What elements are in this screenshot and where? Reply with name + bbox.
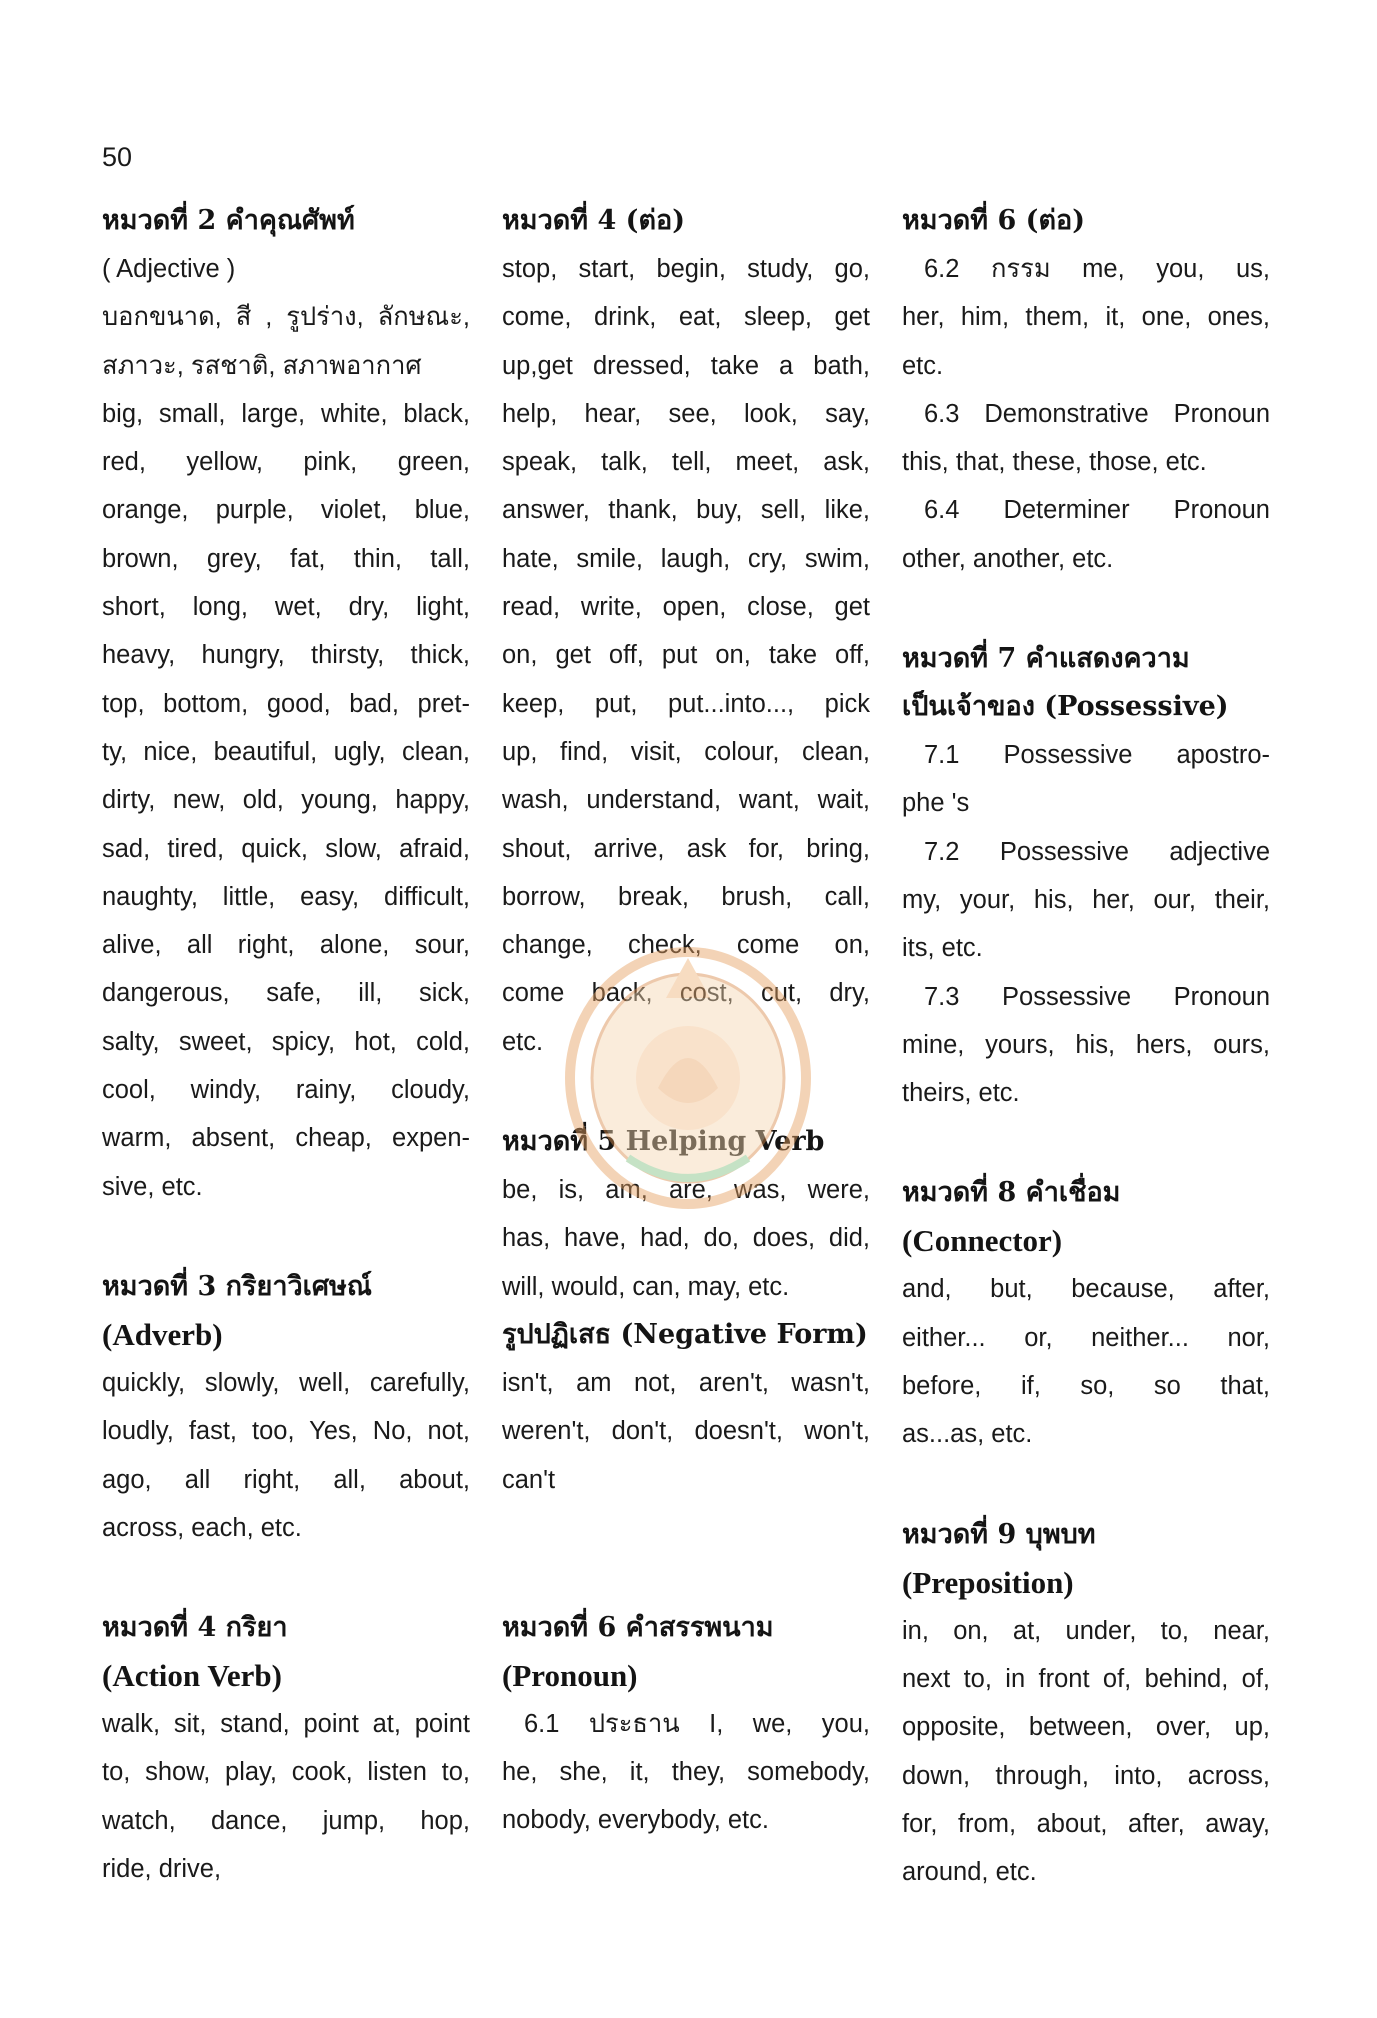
text-line: theirs, etc.	[902, 1079, 1020, 1108]
text-line: opposite, between, over, up,	[902, 1713, 1270, 1742]
category-subheading: (Action Verb)	[102, 1658, 282, 1694]
text-line: help, hear, see, look, say,	[502, 399, 870, 428]
text-line: my, your, his, her, our, their,	[902, 885, 1270, 914]
category-heading: หมวดที่ 6 คำสรรพนาม	[502, 1611, 774, 1643]
text-line: its, etc.	[902, 934, 983, 963]
text-line: and, but, because, after,	[902, 1275, 1270, 1304]
text-line: loudly, fast, too, Yes, No, not,	[102, 1417, 470, 1446]
text-line: dirty, new, old, young, happy,	[102, 786, 470, 815]
text-line: speak, talk, tell, meet, ask,	[502, 448, 870, 477]
text-line: keep, put, put...into..., pick	[502, 689, 870, 718]
text-line: stop, start, begin, study, go,	[502, 255, 870, 283]
text-line: watch, dance, jump, hop,	[102, 1806, 470, 1835]
text-line: top, bottom, good, bad, pret-	[102, 689, 470, 718]
text-line: phe 's	[902, 789, 970, 818]
negative-form-heading: รูปปฏิเสธ (Negative Form)	[502, 1318, 868, 1350]
category-heading-line-2: เป็นเจ้าของ (Possessive)	[902, 691, 1229, 723]
text-line: 6.2 กรรม me, you, us,	[924, 255, 1270, 283]
text-line: 7.2 Possessive adjective	[924, 837, 1270, 866]
category-subheading: (Pronoun)	[502, 1657, 638, 1693]
text-line: change, check, come on,	[502, 931, 870, 960]
text-line: ty, nice, beautiful, ugly, clean,	[102, 737, 470, 766]
category-7-possessive	[902, 635, 1270, 1117]
text-line: brown, grey, fat, thin, tall,	[102, 544, 470, 573]
text-line: cool, windy, rainy, cloudy,	[102, 1076, 470, 1105]
text-line: quickly, slowly, well, carefully,	[102, 1368, 470, 1397]
text-line: walk, sit, stand, point at, point	[102, 1710, 470, 1739]
text-line: salty, sweet, spicy, hot, cold,	[102, 1027, 470, 1056]
text-line: ago, all right, all, about,	[102, 1465, 470, 1494]
text-line: as...as, etc.	[902, 1420, 1033, 1449]
category-3-adverb	[102, 1263, 470, 1552]
category-heading: หมวดที่ 2 คำคุณศัพท์	[102, 205, 355, 236]
text-line: 7.3 Possessive Pronoun	[924, 982, 1270, 1011]
text-line: บอกขนาด, สี , รูปร่าง, ลักษณะ,	[102, 303, 470, 332]
text-line: 6.4 Determiner Pronoun	[924, 496, 1270, 525]
category-6-continued	[902, 197, 1270, 583]
text-line: down, through, into, across,	[902, 1761, 1270, 1790]
text-line: on, get off, put on, take off,	[502, 641, 870, 670]
text-line: come back, cost, cut, dry,	[502, 979, 870, 1008]
text-line: across, each, etc.	[102, 1513, 302, 1542]
text-line: mine, yours, his, hers, ours,	[902, 1030, 1270, 1059]
text-line: alive, all right, alone, sour,	[102, 931, 470, 960]
text-line: this, that, these, those, etc.	[902, 448, 1207, 477]
text-line: สภาวะ, รสชาติ, สภาพอากาศ	[102, 351, 422, 380]
text-line: short, long, wet, dry, light,	[102, 593, 470, 622]
page-number: 50	[102, 142, 133, 172]
category-heading: หมวดที่ 4 กริยา	[102, 1612, 288, 1644]
text-line: big, small, large, white, black,	[102, 399, 470, 428]
text-line: to, show, play, cook, listen to,	[102, 1758, 470, 1787]
category-5-helping-verb	[502, 1118, 870, 1504]
text-line: sad, tired, quick, slow, afraid,	[102, 834, 470, 863]
category-4-continued	[502, 197, 870, 1066]
category-heading: หมวดที่ 6 (ต่อ)	[902, 205, 1085, 236]
text-line: isn't, am not, aren't, wasn't,	[502, 1368, 870, 1397]
text-line: etc.	[502, 1027, 544, 1056]
text-line: in, on, at, under, to, near,	[902, 1616, 1270, 1645]
text-line: has, have, had, do, does, did,	[502, 1224, 870, 1253]
text-line: borrow, break, brush, call,	[502, 882, 870, 911]
text-line: etc.	[902, 351, 944, 380]
text-line: 7.1 Possessive apostro-	[924, 741, 1270, 770]
category-heading: หมวดที่ 4 (ต่อ)	[502, 205, 685, 236]
column-middle	[502, 197, 870, 1845]
text-line: for, from, about, after, away,	[902, 1809, 1270, 1838]
text-line: her, him, them, it, one, ones,	[902, 303, 1270, 332]
column-right	[902, 197, 1270, 1896]
category-6-pronoun	[502, 1604, 870, 1845]
category-subheading: (Preposition)	[902, 1564, 1074, 1600]
text-line: hate, smile, laugh, cry, swim,	[502, 544, 870, 573]
text-line: other, another, etc.	[902, 544, 1114, 573]
column-left	[102, 197, 470, 1893]
text-line: read, write, open, close, get	[502, 593, 870, 622]
category-8-connector	[902, 1169, 1270, 1458]
text-line: wash, understand, want, wait,	[502, 786, 870, 815]
text-line: warm, absent, cheap, expen-	[102, 1124, 470, 1153]
text-line: up, find, visit, colour, clean,	[502, 737, 870, 766]
category-heading: หมวดที่ 8 คำเชื่อม	[902, 1177, 1121, 1209]
text-line: can't	[502, 1465, 556, 1494]
category-2-adjective	[102, 197, 470, 1211]
text-line: ride, drive,	[102, 1855, 222, 1884]
text-line: naughty, little, easy, difficult,	[102, 882, 470, 911]
text-line: will, would, can, may, etc.	[502, 1272, 790, 1301]
text-line: be, is, am, are, was, were,	[502, 1176, 870, 1205]
text-line: dangerous, safe, ill, sick,	[102, 979, 470, 1008]
text-line: before, if, so, so that,	[902, 1372, 1270, 1401]
text-line: shout, arrive, ask for, bring,	[502, 834, 870, 863]
text-line: heavy, hungry, thirsty, thick,	[102, 641, 470, 670]
text-line: red, yellow, pink, green,	[102, 448, 470, 477]
category-subheading: (Connector)	[902, 1223, 1063, 1259]
category-heading: หมวดที่ 9 บุพบท	[902, 1518, 1096, 1550]
text-line: sive, etc.	[102, 1172, 203, 1201]
text-line: come, drink, eat, sleep, get	[502, 303, 870, 332]
text-line: orange, purple, violet, blue,	[102, 496, 470, 525]
text-line: he, she, it, they, somebody,	[502, 1758, 870, 1787]
text-line: around, etc.	[902, 1858, 1037, 1887]
text-line: next to, in front of, behind, of,	[902, 1664, 1270, 1693]
category-heading: หมวดที่ 7 คำแสดงความ	[902, 643, 1190, 675]
category-heading: หมวดที่ 3 กริยาวิเศษณ์	[102, 1270, 372, 1302]
category-9-preposition	[902, 1511, 1270, 1897]
text-line: weren't, don't, doesn't, won't,	[502, 1417, 870, 1446]
text-line: up,get dressed, take a bath,	[502, 351, 870, 380]
category-4-action-verb	[102, 1604, 470, 1893]
text-line: 6.3 Demonstrative Pronoun	[924, 399, 1270, 428]
text-line: nobody, everybody, etc.	[502, 1806, 769, 1835]
text-line: 6.1 ประธาน I, we, you,	[524, 1709, 870, 1738]
category-subheading: (Adverb)	[102, 1316, 223, 1352]
text-line: ( Adjective )	[102, 255, 236, 283]
category-heading: หมวดที่ 5 Helping Verb	[502, 1126, 825, 1158]
text-line: either... or, neither... nor,	[902, 1323, 1270, 1352]
text-line: answer, thank, buy, sell, like,	[502, 496, 870, 525]
